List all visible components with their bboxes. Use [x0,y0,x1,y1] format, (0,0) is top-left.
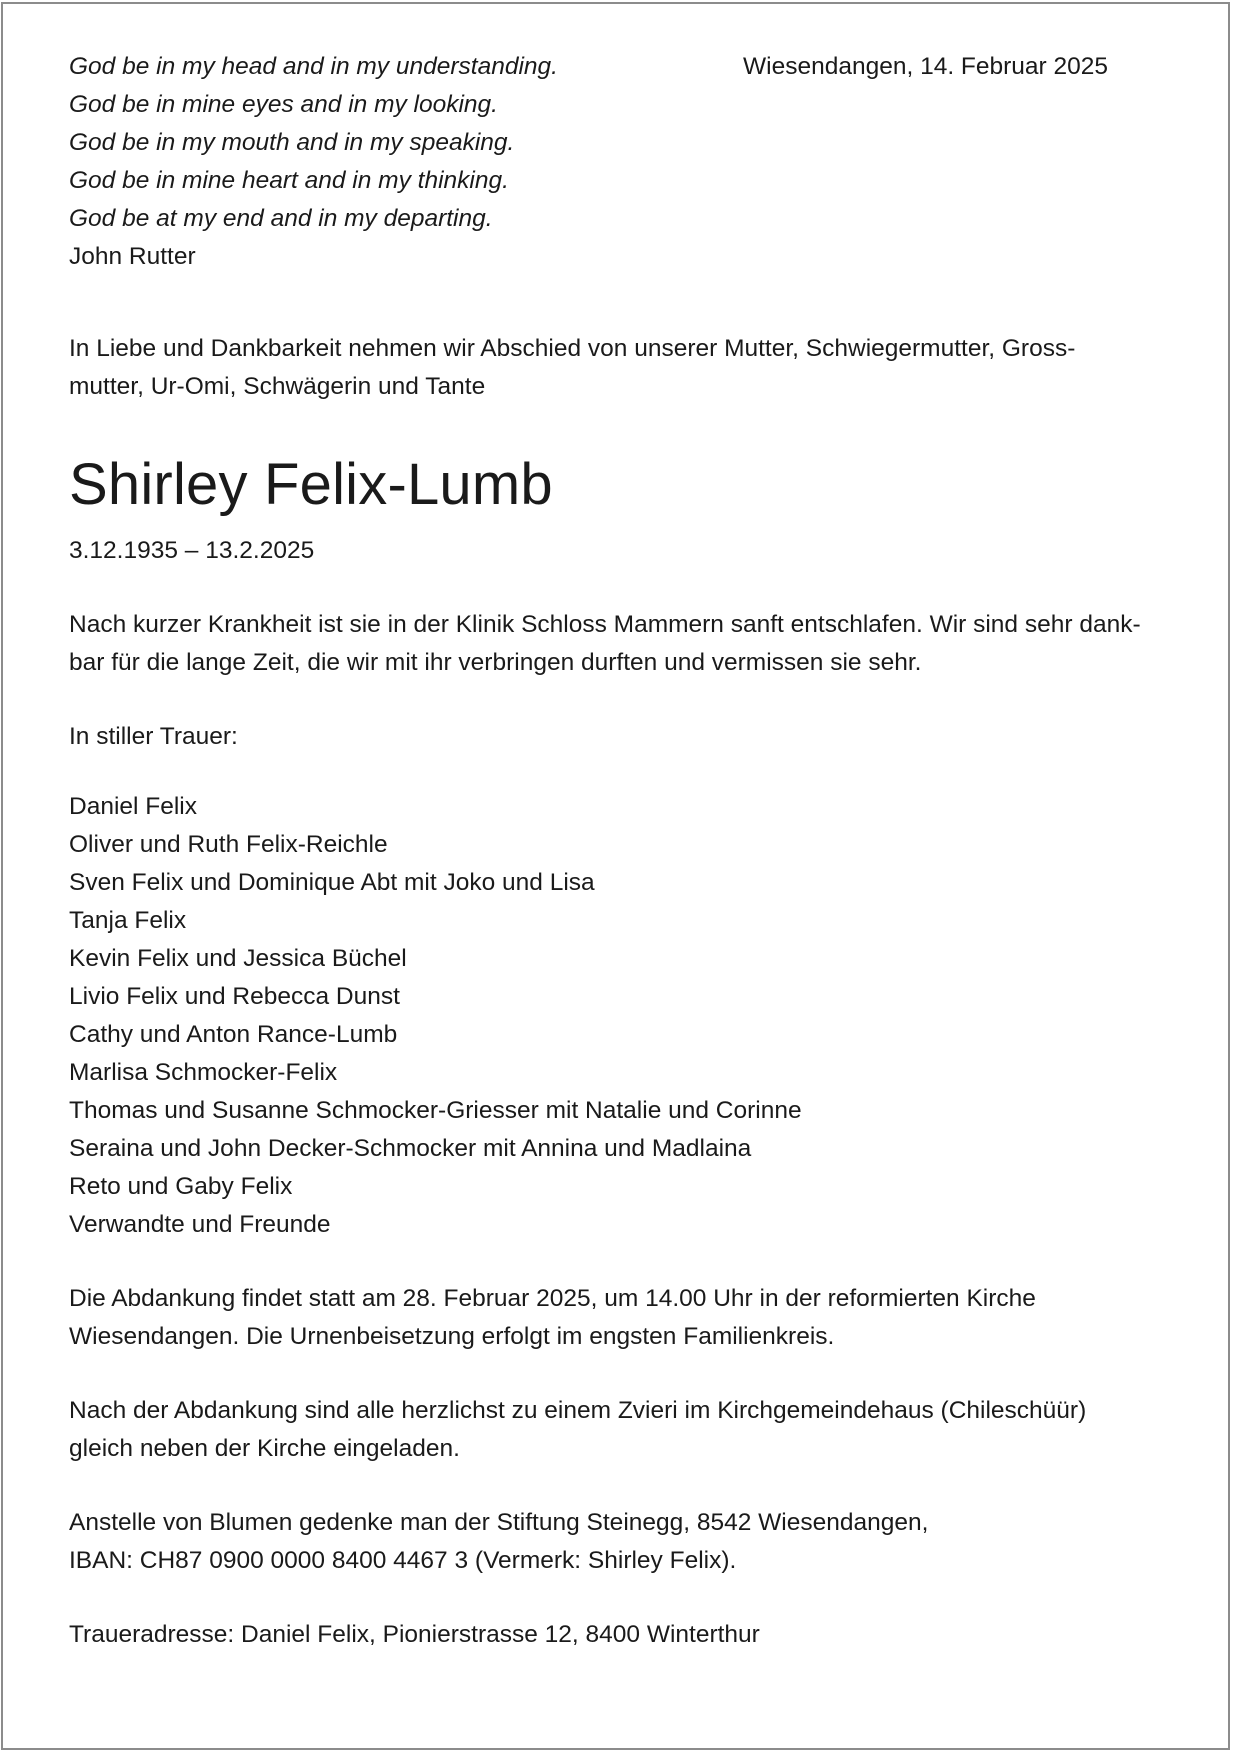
obituary-notice [69,48,1169,1654]
poem-line: God be in my head and in my understanding. [69,53,558,80]
mourner-entry: Seraina und John Decker-Schmocker mit Annina und Madlaina [69,1135,752,1162]
mourner-entry: Cathy und Anton Rance-Lumb [69,1021,398,1048]
mourner-entry: Kevin Felix und Jessica Büchel [69,945,407,972]
message-line: bar für die lange Zeit, die wir mit ihr verbringen durften und vermissen sie sehr. [69,649,922,676]
mourning-address: Traueradresse: Daniel Felix, Pionierstrasse 12, 8400 Winterthur [69,1621,760,1648]
mourner-entry: Sven Felix und Dominique Abt mit Joko und Lisa [69,869,595,896]
mourner-entry: Thomas und Susanne Schmocker-Griesser mit Natalie und Corinne [69,1097,802,1124]
poem-line: God be in mine eyes and in my looking. [69,91,498,118]
ceremony-line: Wiesendangen. Die Urnenbeisetzung erfolgt im engsten Familienkreis. [69,1323,835,1350]
mourner-entry: Daniel Felix [69,793,197,820]
poem-line: God be in mine heart and in my thinking. [69,167,509,194]
deceased-name: Shirley Felix-Lumb [69,452,553,517]
mourner-entry: Livio Felix und Rebecca Dunst [69,983,400,1010]
ceremony-line: Die Abdankung findet statt am 28. Februar 2025, um 14.00 Uhr in der reformierten Kirche [69,1285,1036,1312]
mourning-heading: In stiller Trauer: [69,723,238,750]
mourner-entry: Reto und Gaby Felix [69,1173,293,1200]
mourner-entry: Oliver und Ruth Felix-Reichle [69,831,388,858]
poem-line: God be at my end and in my departing. [69,205,493,232]
poem [69,48,558,238]
mourner-entry: Tanja Felix [69,907,187,934]
ceremony-text [69,1280,1169,1356]
donation-text [69,1504,1169,1580]
intro-line: In Liebe und Dankbarkeit nehmen wir Abschied von unserer Mutter, Schwiegermutter, Gross- [69,335,1076,362]
poem-line: God be in my mouth and in my speaking. [69,129,515,156]
invitation-line: Nach der Abdankung sind alle herzlichst zu einem Zvieri im Kirchgemeindehaus (Chileschüür) [69,1397,1087,1424]
donation-line: IBAN: CH87 0900 0000 8400 4467 3 (Vermerk: Shirley Felix). [69,1547,737,1574]
intro-line: mutter, Ur-Omi, Schwägerin und Tante [69,373,486,400]
life-dates: 3.12.1935 – 13.2.2025 [69,537,315,564]
mourners-list [69,788,1169,1244]
place-date: Wiesendangen, 14. Februar 2025 [743,53,1109,80]
message-text [69,606,1169,682]
intro-text [69,330,1139,406]
mourner-entry: Marlisa Schmocker-Felix [69,1059,338,1086]
invitation-text [69,1392,1169,1468]
invitation-line: gleich neben der Kirche eingeladen. [69,1435,460,1462]
poem-author: John Rutter [69,243,196,270]
message-line: Nach kurzer Krankheit ist sie in der Klinik Schloss Mammern sanft entschlafen. Wir sind sehr dank- [69,611,1141,638]
header-row [69,48,1169,238]
mourner-entry: Verwandte und Freunde [69,1211,331,1238]
donation-line: Anstelle von Blumen gedenke man der Stiftung Steinegg, 8542 Wiesendangen, [69,1509,929,1536]
